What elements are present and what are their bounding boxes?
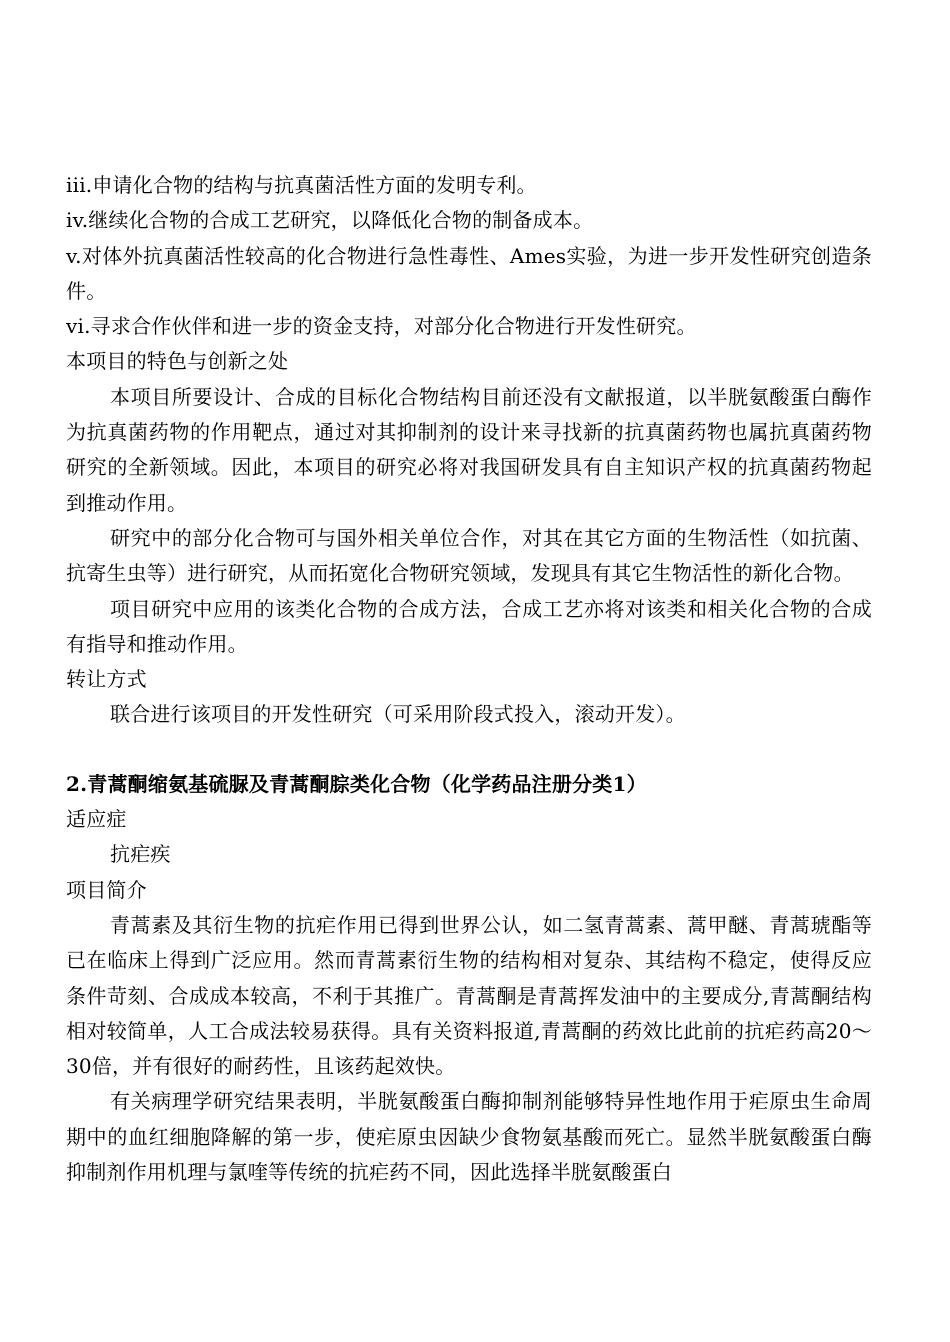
summary-heading: 项目简介 [66,877,147,902]
summary-paragraph-2: 有关病理学研究结果表明，半胱氨酸蛋白酶抑制剂能够特异性地作用于疟原虫生命周期中的血红细胞降解的第一步，使疟原虫因缺少食物氨基酸而死亡。显然半胱氨酸蛋白酶抑制剂作用机理与氯喹等传统的抗疟药不同，因此选择半胱氨酸蛋白 [66,1089,872,1185]
project2-title: 2.青蒿酮缩氨基硫脲及青蒿酮腙类化合物（化学药品注册分类1） [66,771,647,796]
features-paragraph-3: 项目研究中应用的该类化合物的合成方法，合成工艺亦将对该类和相关化合物的合成有指导和推动作用。 [66,596,872,656]
transfer-heading: 转让方式 [66,667,147,692]
features-paragraph-1: 本项目所要设计、合成的目标化合物结构目前还没有文献报道，以半胱氨酸蛋白酶作为抗真菌药物的作用靶点，通过对其抑制剂的设计来寻找新的抗真菌药物也属抗真菌药物研究的全新领域。因此，本项目的研究必将对我国研发具有自主知识产权的抗真菌药物起到推动作用。 [66,384,872,515]
goal-item-vi: vi.寻求合作伙伴和进一步的资金支持，对部分化合物进行开发性研究。 [66,314,697,339]
indication-text: 抗疟疾 [110,842,171,867]
goal-item-iv: iv.继续化合物的合成工艺研究，以降低化合物的制备成本。 [66,208,594,233]
indication-heading: 适应症 [66,807,127,832]
features-paragraph-2: 研究中的部分化合物可与国外相关单位合作，对其在其它方面的生物活性（如抗菌、抗寄生虫等）进行研究，从而拓宽化合物研究领域，发现具有其它生物活性的新化合物。 [66,525,872,586]
document-page [66,168,872,1190]
goal-item-v: v.对体外抗真菌活性较高的化合物进行急性毒性、Ames实验，为进一步开发性研究创造条件。 [66,243,872,303]
transfer-text: 联合进行该项目的开发性研究（可采用阶段式投入，滚动开发）。 [110,702,686,727]
goal-item-iii: iii.申请化合物的结构与抗真菌活性方面的发明专利。 [66,173,537,197]
features-heading: 本项目的特色与创新之处 [66,349,289,374]
section-spacer [66,733,872,767]
summary-paragraph-1: 青蒿素及其衍生物的抗疟作用已得到世界公认，如二氢青蒿素、蒿甲醚、青蒿琥酯等已在临床上得到广泛应用。然而青蒿素衍生物的结构相对复杂、其结构不稳定，使得反应条件苛刻、合成成本较高，不利于其推广。青蒿酮是青蒿挥发油中的主要成分,青蒿酮结构相对较简单，人工合成法较易获得。具有关资料报道,青蒿酮的药效比此前的抗疟药高20～30倍，并有很好的耐药性，且该药起效快。 [66,912,872,1079]
